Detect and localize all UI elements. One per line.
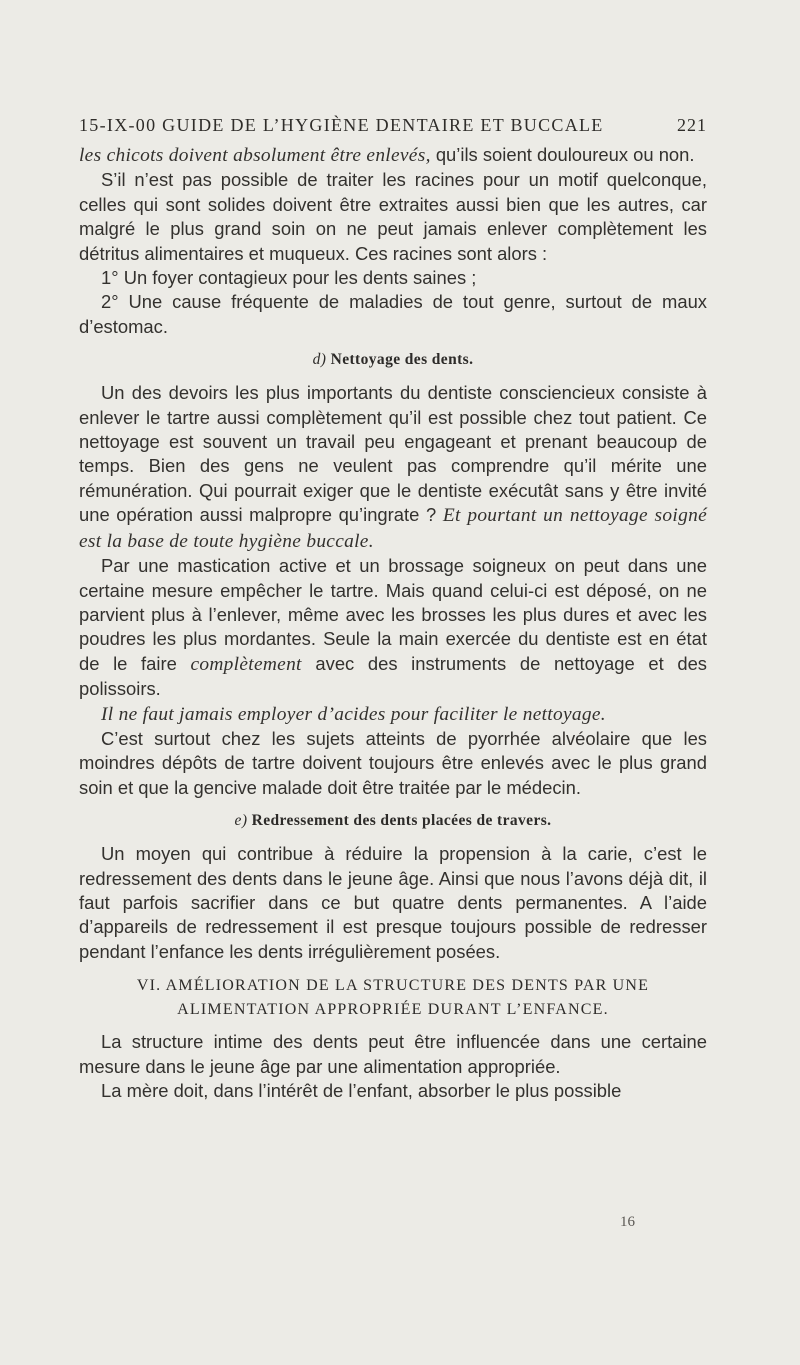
running-head [79, 113, 707, 143]
section-heading [79, 974, 707, 1022]
italic-text: Il ne faut jamais employer d’acides pour faciliter le nettoyage. [101, 703, 606, 725]
paragraph: S’il n’est pas possible de traiter les racines pour un motif quelconque, celles qui sont solides doivent être extraites aussi bien que les autres, car malgré le plus grand soin on ne peut jamais enlever complètement les détritus alimentaires et muqueux. Ces racines sont alors : [79, 169, 707, 264]
italic-text: complètement [190, 653, 302, 675]
text-block [79, 113, 707, 1103]
subheading-text: Redressement des dents placées de travers. [247, 812, 552, 830]
page-number: 221 [677, 115, 707, 135]
paragraph: Un moyen qui contribue à réduire la propension à la carie, c’est le redressement des dents dans le jeune âge. Ainsi que nous l’avons déjà dit, il faut parfois sacrifier dans ce but quatre dents permanentes. A l’aide d’appareils de redressement il est presque toujours possible de redresser pendant l’enfance les dents irrégulièrement posées. [79, 843, 707, 962]
paragraph-text: avec des instruments de nettoyage et des polissoirs. [79, 652, 708, 700]
section-heading-line: ALIMENTATION APPROPRIÉE DURANT L’ENFANCE. [177, 1001, 609, 1019]
subheading [79, 351, 707, 369]
paragraph-text: Un des devoirs les plus importants du dentiste consciencieux consiste à enlever le tartre aussi complètement qu’il est possible chez tout patient. Ce nettoyage est souvent un travail peu engageant et prenant beaucoup de temps. Bien des gens ne veulent pas comprendre qu’il mérite une rémunération. Qui pourrait exiger que le dentiste exécutât sans y être invité une opération aussi malpropre qu’ingrate ? [79, 382, 707, 526]
paragraph [79, 702, 707, 727]
italic-text: les chicots doivent absolument être enlevés, [79, 145, 431, 166]
list-item: 2° Une cause fréquente de maladies de tout genre, surtout de maux d’estomac. [79, 291, 707, 337]
subheading-letter: e) [234, 812, 248, 830]
signature-mark: 16 [620, 1214, 635, 1230]
paragraph [79, 143, 707, 168]
italic-text: Et pourtant un nettoyage soigné est la base de toute hygiène buccale. [79, 505, 707, 552]
subheading-text: Nettoyage des dents. [326, 351, 474, 369]
list-item: 1° Un foyer contagieux pour les dents saines ; [101, 267, 477, 289]
paragraph [79, 381, 707, 554]
paragraph: La structure intime des dents peut être influencée dans une certaine mesure dans le jeune âge par une alimentation appropriée. [79, 1031, 707, 1077]
section-heading-line: VI. AMÉLIORATION DE LA STRUCTURE DES DENTS PAR UNE [136, 977, 650, 995]
subheading-letter: d) [312, 351, 327, 369]
paragraph: C’est surtout chez les sujets atteints de pyorrhée alvéolaire que les moindres dépôts de tartre doivent toujours être enlevés avec le plus grand soin et que la gencive malade doit être traitée par le médecin. [79, 727, 707, 798]
paragraph: La mère doit, dans l’intérêt de l’enfant, absorber le plus possible [101, 1080, 622, 1101]
subheading [79, 812, 707, 830]
paragraph [79, 554, 707, 701]
paragraph-text: qu’ils soient douloureux ou non. [430, 144, 695, 165]
running-head-title: 15-IX-00 GUIDE DE L’HYGIÈNE DENTAIRE ET BUCCALE [79, 115, 604, 135]
paragraph-text: Par une mastication active et un brossage soigneux on peut dans une certaine mesure empêcher le tartre. Mais quand celui-ci est déposé, on ne parvient plus à l’enlever, même avec les brosses les plus dures et avec les poudres les plus mordantes. Seule la main exercée du dentiste est en état de le faire [79, 555, 707, 674]
